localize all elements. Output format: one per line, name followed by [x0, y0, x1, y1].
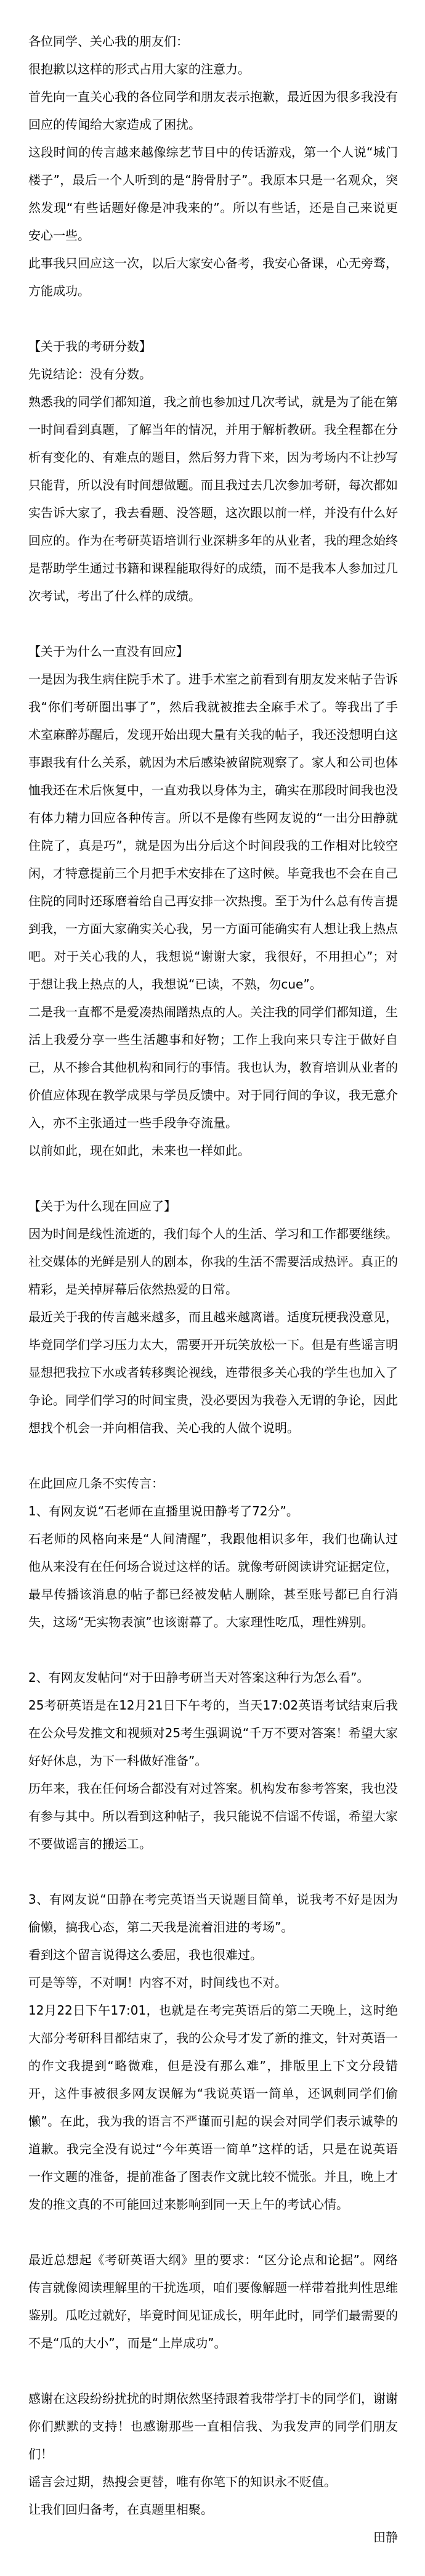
rumor-game-paragraph: 这段时间的传言越来越像综艺节目中的传话游戏，第一个人说“城门楼子”，最后一个人听到的是“胯骨肘子”。我原本只是一名观众，突然发现“有些话题好像是冲我来的”。所以有些话，还是自己来说更安心一些。 — [28, 145, 398, 243]
always-so-line: 以前如此，现在如此，未来也一样如此。 — [28, 1143, 250, 1158]
rumor-2-rebuttal-1: 25考研英语是在12月21日下午考的，当天17:02英语考试结束后我在公众号发推文和视频对25考生强调说“千万不要对答案！希望大家好好休息，为下一科做好准备”。 — [28, 1698, 398, 1768]
hospital-paragraph: 一是因为我生病住院手术了。进手术室之前看到有朋友发来帖子告诉我“你们考研圈出事了”，然后我就被推去全麻手术了。等我出了手术室麻醉苏醒后，发现开始出现大量有关我的帖子，我还没想明白这事跟我有什么关系，就因为术后感染被留院观察了。家人和公司也体恤我还在术后恢复中，一直劝我以身体为主，确实在那段时间我也没有体力精力回应各种传言。所以不是像有些网友说的“一出分田静就住院了，真是巧”，就是因为出分后这个时间段我的工作相对比较空闲，才特意提前三个月把手术安排在了这时候。毕竟我也不会在自己住院的同时还琢磨着给自己再安排一次热搜。至于为什么总有传言提到我，一方面大家确实关心我，另一方面可能确实有人想让我上热点吧。对于关心我的人，我想说“谢谢大家，我很好，不用担心”；对于想让我上热点的人，我想说“已读，不熟，勿cue”。 — [28, 672, 398, 992]
knowledge-value-line: 谣言会过期，热搜会更替，唯有你笔下的知识永不贬值。 — [28, 2474, 336, 2489]
rumor-3-claim: 3、有网友说“田静在考完英语当天说题目简单，说我考不好是因为偷懒，搞我心态，第二天我是流着泪进的考场”。 — [28, 1892, 398, 1934]
syllabus-reflection-paragraph: 最近总想起《考研英语大纲》里的要求：“区分论点和论据”。网络传言就像阅读理解里的干扰选项，咱们要像解题一样带着批判性思维鉴别。瓜吃过就好，毕竟时间见证成长，明年此时，同学们最需要的不是“瓜的大小”，而是“上岸成功”。 — [28, 2252, 398, 2350]
rumor-3-timeline-line: 可是等等，不对啊！内容不对，时间线也不对。 — [28, 1975, 287, 1990]
thanks-paragraph: 感谢在这段纷纷扰扰的时期依然坚持跟着我带学打卡的同学们，谢谢你们默默的支持！也感谢那些一直相信我、为我发声的同学们朋友们！ — [28, 2391, 398, 2461]
section-heading-exam-score: 【关于我的考研分数】 — [28, 339, 152, 354]
conclusion-line: 先说结论：没有分数。 — [28, 367, 152, 381]
no-hype-paragraph: 二是我一直都不是爱凑热闹蹭热点的人。关注我的同学们都知道，生活上我爱分享一些生活趣事和好物；工作上我向来只专注于做好自己，从不掺合其他机构和同行的事情。我也认为，教育培训从业者的价值应体现在教学成果与学员反馈中。对于同行间的争议，我无意介入，亦不主张通过一些手段争夺流量。 — [28, 1005, 398, 1130]
rumor-1-claim: 1、有网友说“石老师在直播里说田静考了72分”。 — [28, 1504, 299, 1518]
rumor-2-rebuttal-2: 历年来，我在任何场合都没有对过答案。机构发布参考答案，我也没有参与其中。所以看到这种帖子，我只能说不信谣不传谣，希望大家不要做谣言的搬运工。 — [28, 1781, 398, 1851]
apology-paragraph: 很抱歉以这样的形式占用大家的注意力。 — [28, 62, 250, 76]
section-heading-no-response: 【关于为什么一直没有回应】 — [28, 644, 188, 659]
exam-score-paragraph: 熟悉我的同学们都知道，我之前也参加过几次考试，就是为了能在第一时间看到真题，了解当年的情况，并用于解析教研。我全程都在分析有变化的、有难点的题目，然后努力背下来，因为考场内不让抄写只能背，所以没有时间想做题。而且我过去几次参加考研，每次都如实告诉大家了，我去看题、没答题，这次跟以前一样，并没有什么好回应的。作为在考研英语培训行业深耕多年的从业者，我的理念始终是帮助学生通过书籍和课程能取得好的成绩，而不是我本人参加过几次考试，考出了什么样的成绩。 — [28, 394, 398, 603]
rumors-growing-paragraph: 最近关于我的传言越来越多，而且越来越离谱。适度玩梗我没意见，毕竟同学们学习压力太大，需要开开玩笑放松一下。但是有些谣言明显想把我拉下水或者转移舆论视线，连带很多关心我的学生也加入了争论。同学们学习的时间宝贵，没必要因为我卷入无谓的争论，因此想找个机会一并向相信我、关心我的人做个说明。 — [28, 1310, 398, 1435]
rumor-3-rebuttal: 12月22日下午17:01，也就是在考完英语后的第二天晚上，这时绝大部分考研科目都结束了，我的公众号才发了新的推文，针对英语一的作文我提到“略微难，但是没有那么难”，排版里上下文分段错开，这件事被很多网友误解为“我说英语一简单，还讽刺同学们偷懒”。在此，我为我的语言不严谨而引起的误会对同学们表示诚挚的道歉。我完全没有说过“今年英语一简单”这样的话，只是在说英语一作文题的准备，提前准备了图表作文就比较不慌张。并且，晚上才发的推文真的不可能回过来影响到同一天上午的考试心情。 — [28, 2003, 398, 2212]
rebuttal-intro-line: 在此回应几条不实传言： — [28, 1476, 164, 1491]
rumor-2-claim: 2、有网友发帖问“对于田静考研当天对答案这种行为怎么看”。 — [28, 1670, 370, 1685]
salutation-line: 各位同学、关心我的朋友们： — [28, 34, 188, 49]
intro-paragraph: 首先向一直关心我的各位同学和朋友表示抱歉，最近因为很多我没有回应的传闻给大家造成了困扰。 — [28, 89, 398, 132]
signature: 田静 — [373, 2530, 398, 2545]
closing-line: 让我们回归备考，在真题里相聚。 — [28, 2502, 213, 2517]
time-linear-paragraph: 因为时间是线性流逝的，我们每个人的生活、学习和工作都要继续。社交媒体的光鲜是别人的剧本，你我的生活不需要活成热评。真正的精彩，是关掉屏幕后依然热爱的日常。 — [28, 1226, 398, 1297]
rumor-1-rebuttal: 石老师的风格向来是“人间清醒”，我跟他相识多年，我们也确认过他从来没有在任何场合说过这样的话。就像考研阅读讲究证据定位，最早传播该消息的帖子都已经被发帖人删除，甚至账号都已自行消失，这场“无实物表演”也该谢幕了。大家理性吃瓜，理性辨别。 — [28, 1531, 398, 1629]
section-heading-why-now: 【关于为什么现在回应了】 — [28, 1199, 176, 1213]
rumor-3-reaction-line: 看到这个留言说得这么委屈，我也很难过。 — [28, 1947, 262, 1962]
one-time-response-paragraph: 此事我只回应这一次，以后大家安心备考，我安心备课，心无旁骛，方能成功。 — [28, 256, 398, 298]
